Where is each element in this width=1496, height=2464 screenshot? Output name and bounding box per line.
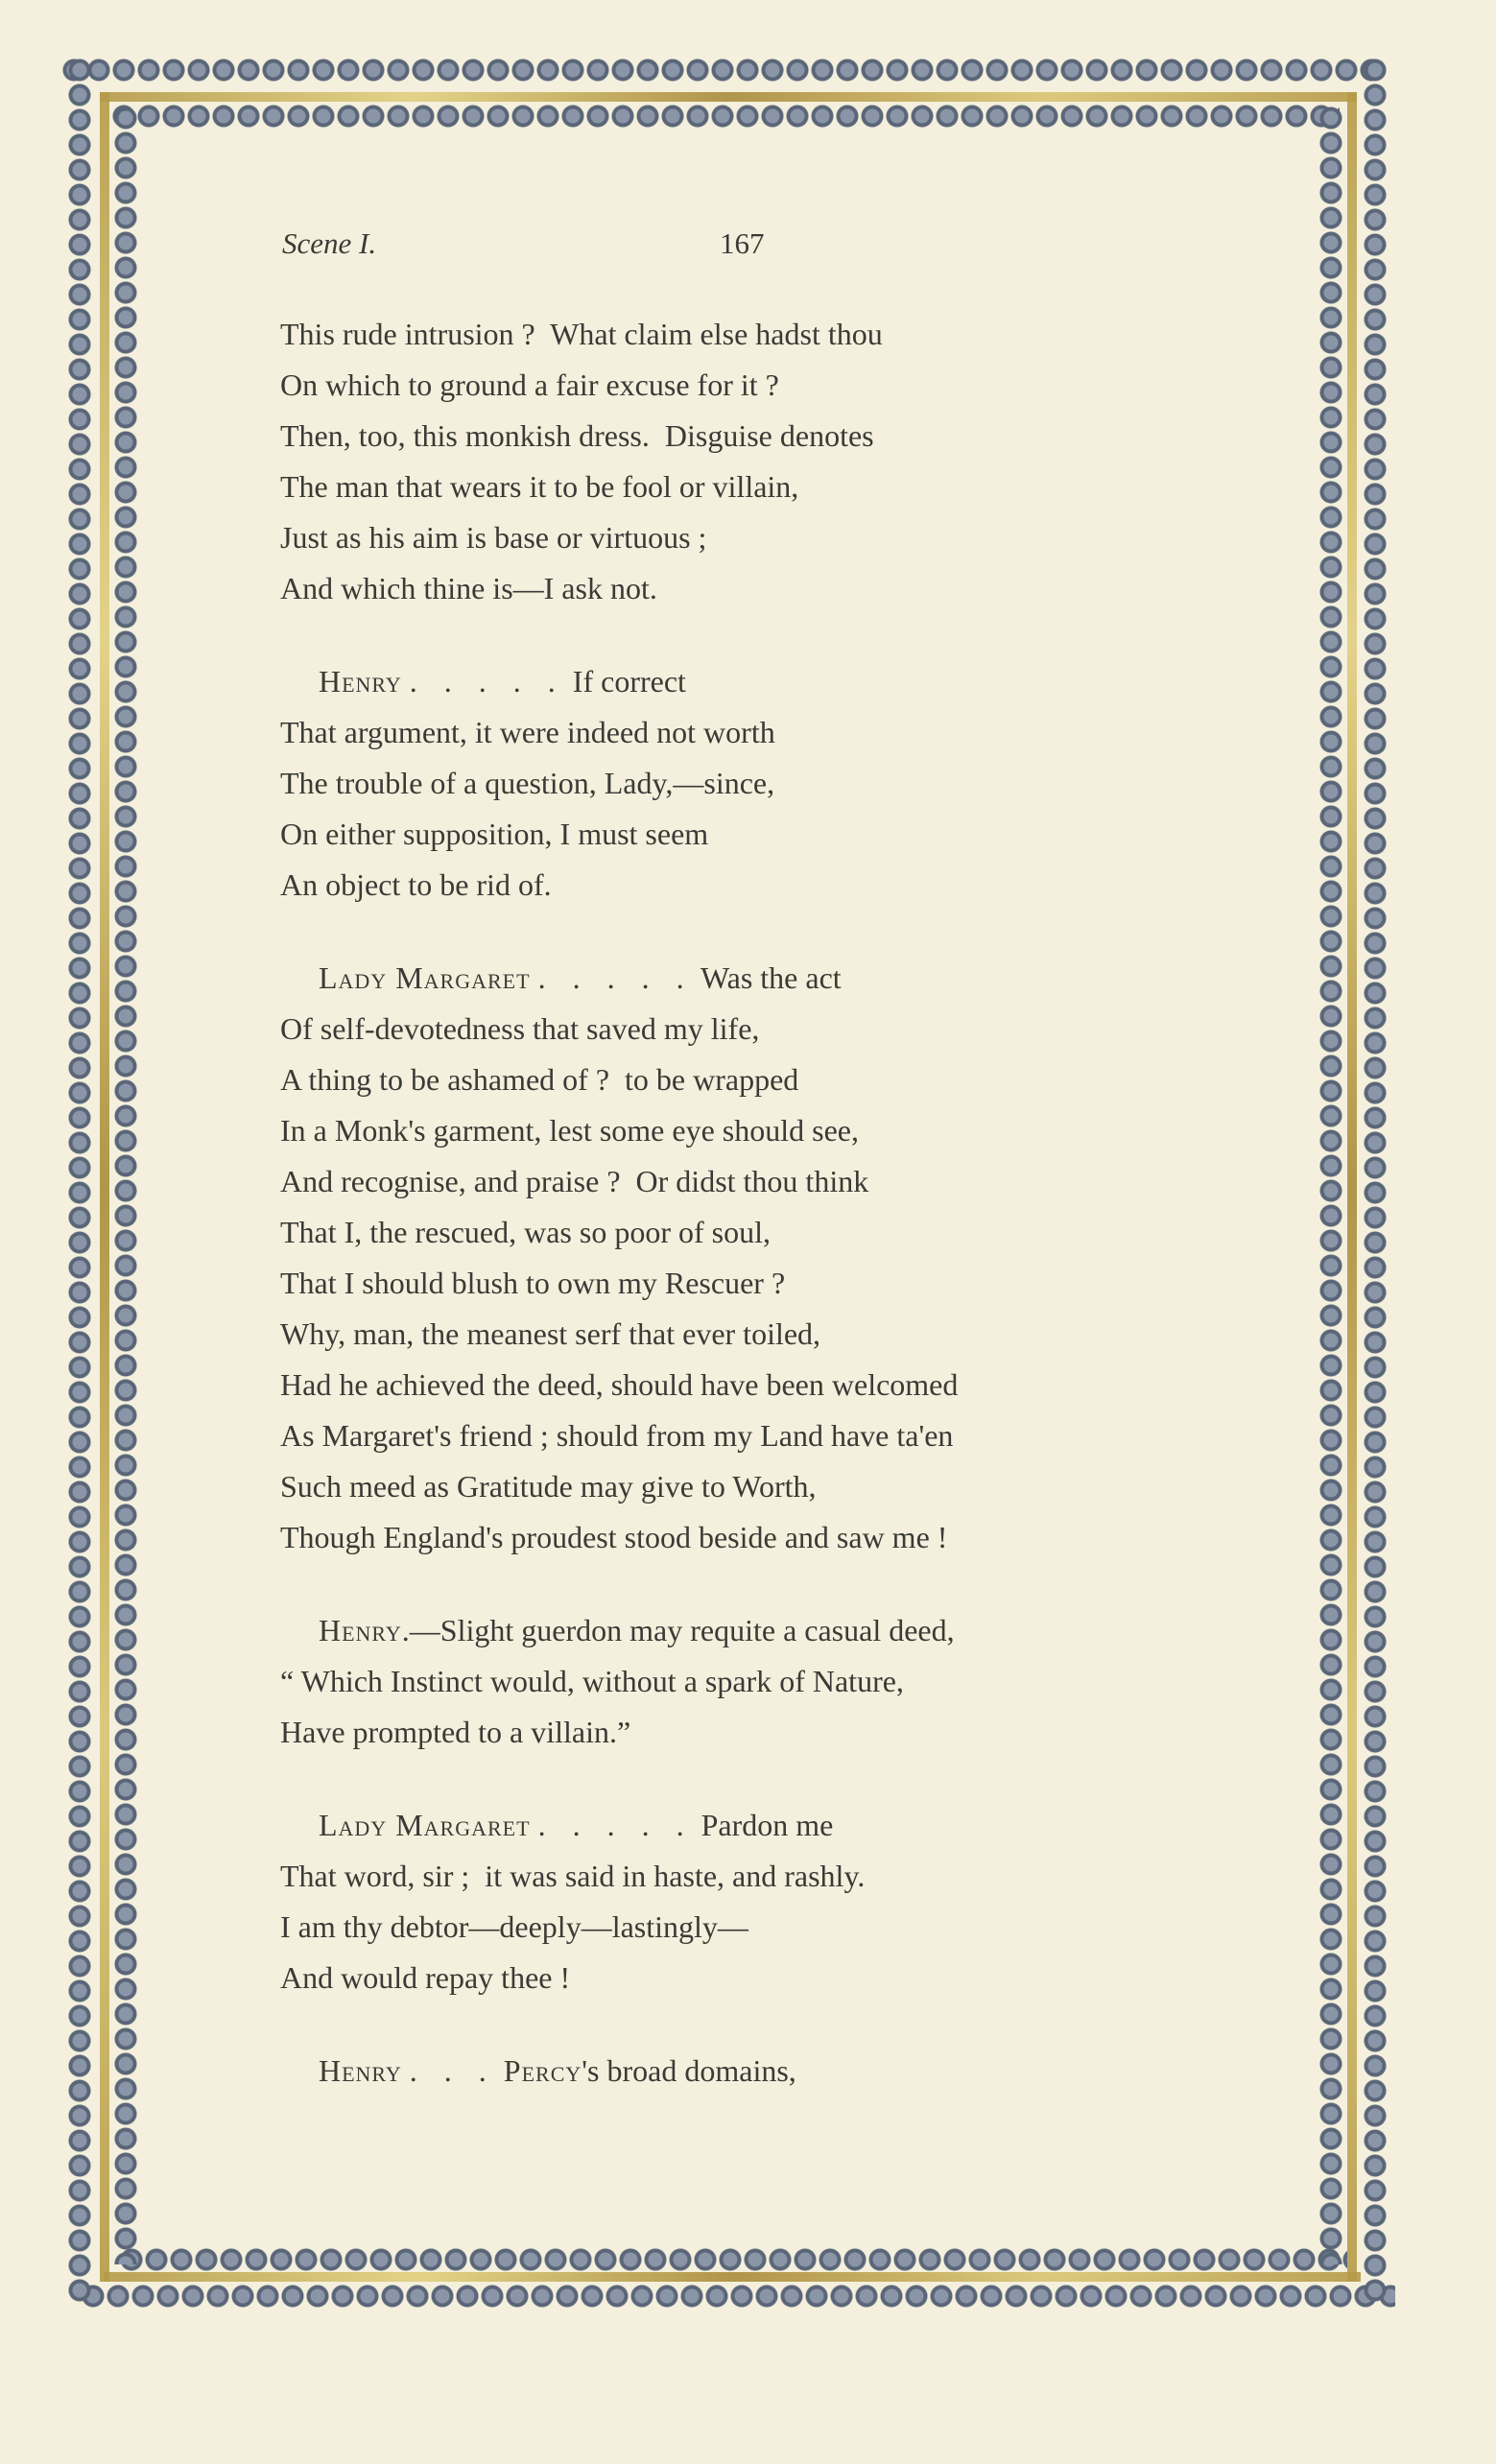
inner-bead-border-right (1318, 106, 1343, 2264)
running-header (282, 226, 858, 265)
verse-line: And which thine is—I ask not. (280, 571, 657, 605)
speaker-text-name: Percy (503, 2053, 582, 2088)
page-number: 167 (720, 226, 765, 260)
verse-line: The trouble of a question, Lady,—since, (280, 766, 775, 800)
speaker-line (280, 953, 1240, 1004)
verse-line: And recognise, and praise ? Or didst thou think (280, 1164, 869, 1198)
verse-line: This rude intrusion ? What claim else hadst thou (280, 317, 883, 351)
verse-line: Of self-devotedness that saved my life, (280, 1011, 760, 1046)
verse-line: An object to be rid of. (280, 867, 552, 902)
stanza (280, 656, 1240, 911)
speaker-name: Henry (319, 664, 402, 699)
inner-bead-border-left (113, 106, 138, 2264)
stanza (280, 2046, 1240, 2097)
gold-rule-bottom (104, 2272, 1361, 2282)
verse-line: In a Monk's garment, lest some eye should see, (280, 1113, 859, 1148)
speaker-text: Was the act (700, 960, 842, 995)
speaker-name: Lady Margaret (319, 960, 531, 995)
bead-border-right (1363, 58, 1388, 2303)
speaker-text: Pardon me (701, 1808, 834, 1842)
verse-line: Have prompted to a villain.” (280, 1715, 631, 1749)
verse-line: That word, sir ; it was said in haste, and rashly. (280, 1859, 866, 1893)
verse-line: Had he achieved the deed, should have been welcomed (280, 1367, 959, 1402)
inner-bead-border-top (111, 104, 1340, 129)
speaker-dots: . . . . . (409, 664, 565, 699)
verse-line: On which to ground a fair excuse for it ? (280, 367, 779, 402)
gold-rule-right (1347, 92, 1357, 2282)
speaker-line (280, 1800, 1240, 1851)
verse-line: And would repay thee ! (280, 1960, 571, 1995)
speaker-line (280, 1605, 1240, 1656)
speaker-dots: . . . . . (537, 1808, 694, 1842)
speaker-name: Henry (319, 2053, 402, 2088)
verse-line: Though England's proudest stood beside and saw me ! (280, 1520, 948, 1554)
bead-border-left (67, 58, 92, 2303)
verse-line: I am thy debtor—deeply—lastingly— (280, 1909, 748, 1944)
verse-line: That I should blush to own my Rescuer ? (280, 1266, 786, 1300)
verse-line: On either supposition, I must seem (280, 817, 709, 851)
verse-line: Then, too, this monkish dress. Disguise denotes (280, 418, 874, 453)
speaker-line (280, 2046, 1240, 2097)
stanza (280, 953, 1240, 1563)
speaker-dots: . . . . . (537, 960, 694, 995)
stanza (280, 1800, 1240, 2003)
verse-line: Why, man, the meanest serf that ever toiled, (280, 1316, 821, 1351)
speaker-name: Lady Margaret (319, 1808, 531, 1842)
gold-rule-left (100, 92, 109, 2282)
gold-rule-top (100, 92, 1357, 102)
bead-border-bottom (81, 2284, 1395, 2309)
stanza (280, 1605, 1240, 1758)
verse-line: A thing to be ashamed of ? to be wrapped (280, 1062, 799, 1097)
verse-body (280, 309, 1240, 2139)
speaker-text: .—Slight guerdon may requite a casual deed, (401, 1613, 955, 1647)
speaker-name: Henry (319, 1613, 402, 1647)
verse-line: That I, the rescued, was so poor of soul, (280, 1215, 771, 1249)
speaker-line (280, 656, 1240, 707)
bead-border-top (61, 58, 1386, 83)
verse-line: “ Which Instinct would, without a spark of Nature, (280, 1664, 904, 1698)
verse-line: Just as his aim is base or virtuous ; (280, 520, 707, 555)
speaker-text: If correct (572, 664, 686, 699)
speaker-text: 's broad domains, (582, 2053, 796, 2088)
verse-line: Such meed as Gratitude may give to Worth, (280, 1469, 817, 1504)
verse-line: As Margaret's friend ; should from my Land have ta'en (280, 1418, 954, 1453)
verse-line: The man that wears it to be fool or villain, (280, 469, 799, 504)
stanza (280, 309, 1240, 614)
scene-label: Scene I. (282, 226, 377, 260)
speaker-dots: . . . (409, 2053, 496, 2088)
verse-line: That argument, it were indeed not worth (280, 715, 775, 749)
inner-bead-border-bottom (119, 2247, 1347, 2272)
